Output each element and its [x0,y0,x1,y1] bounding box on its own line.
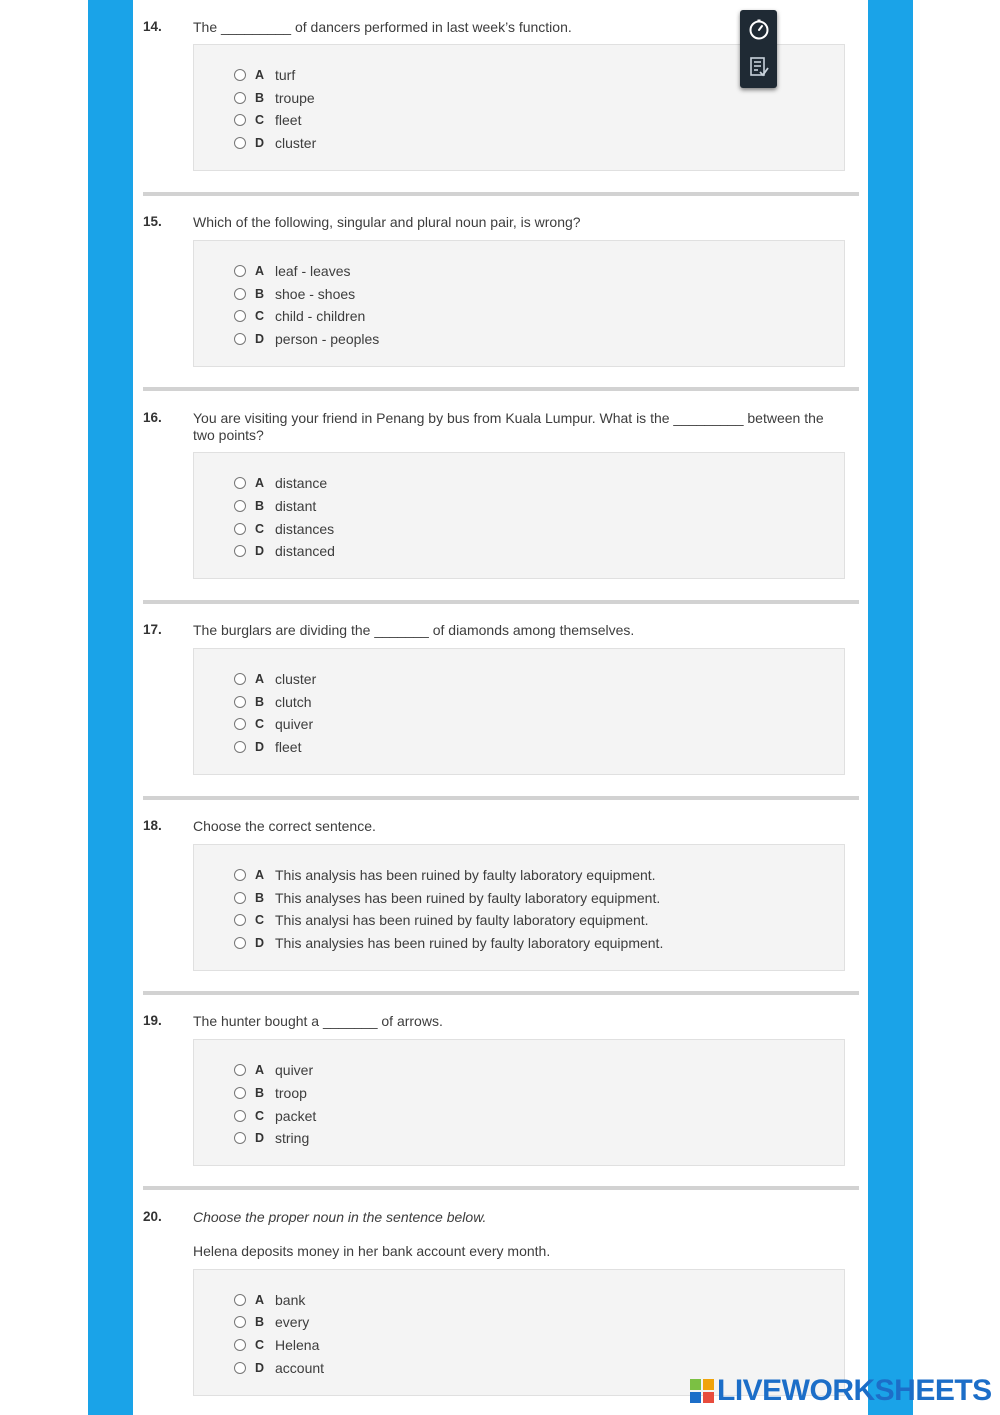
radio-button[interactable] [234,718,246,730]
option-b[interactable]: B troupe [234,89,315,107]
answer-box [193,240,845,367]
radio-button[interactable] [234,92,246,104]
option-c[interactable]: C Helena [234,1336,319,1354]
radio-button[interactable] [234,265,246,277]
option-b[interactable]: B distant [234,497,316,515]
question-text: You are visiting your friend in Penang by bus from Kuala Lumpur. What is the _________ between the two points? [193,410,824,443]
option-a[interactable]: A This analysis has been ruined by faulty laboratory equipment. [234,866,656,884]
radio-button[interactable] [234,477,246,489]
divider [143,991,859,995]
option-c[interactable]: C fleet [234,111,301,129]
option-c[interactable]: C distances [234,520,334,538]
question-number: 16. [143,410,162,425]
radio-button[interactable] [234,1110,246,1122]
option-a[interactable]: A cluster [234,670,316,688]
option-b[interactable]: B clutch [234,693,312,711]
checklist-icon [748,56,770,78]
option-d[interactable]: D account [234,1359,324,1377]
radio-button[interactable] [234,1362,246,1374]
radio-button[interactable] [234,114,246,126]
question-number: 17. [143,622,162,637]
option-d[interactable]: D string [234,1129,309,1147]
divider [143,600,859,604]
radio-button[interactable] [234,937,246,949]
divider [143,1186,859,1190]
timer-button[interactable] [746,16,771,41]
radio-button[interactable] [234,1087,246,1099]
option-a[interactable]: A turf [234,66,295,84]
question-number: 14. [143,19,162,34]
answer-box [193,844,845,971]
option-d[interactable]: D person - peoples [234,330,379,348]
radio-button[interactable] [234,1132,246,1144]
radio-button[interactable] [234,69,246,81]
option-d[interactable]: D distanced [234,542,335,560]
question-text: The hunter bought a _______ of arrows. [193,1013,443,1029]
radio-button[interactable] [234,545,246,557]
question-number: 18. [143,818,162,833]
divider [143,387,859,391]
radio-button[interactable] [234,333,246,345]
option-d[interactable]: D This analysies has been ruined by faulty laboratory equipment. [234,934,663,952]
radio-button[interactable] [234,892,246,904]
option-b[interactable]: B every [234,1313,309,1331]
right-blue-border [868,0,913,1415]
answer-box [193,648,845,775]
question-text: The burglars are dividing the _______ of diamonds among themselves. [193,622,635,638]
option-d[interactable]: D fleet [234,738,301,756]
left-blue-border [88,0,133,1415]
question-text: Choose the correct sentence. [193,818,376,834]
answer-box [193,452,845,579]
option-c[interactable]: C quiver [234,715,313,733]
radio-button[interactable] [234,914,246,926]
radio-button[interactable] [234,869,246,881]
question-number: 15. [143,214,162,229]
radio-button[interactable] [234,696,246,708]
option-d[interactable]: D cluster [234,134,316,152]
radio-button[interactable] [234,673,246,685]
option-a[interactable]: A quiver [234,1061,313,1079]
timer-icon [748,18,770,40]
radio-button[interactable] [234,310,246,322]
question-sentence: Helena deposits money in her bank account every month. [193,1243,551,1259]
radio-button[interactable] [234,500,246,512]
logo-text: LIVEWORKSHEETS [717,1374,992,1407]
question-text: Which of the following, singular and plural noun pair, is wrong? [193,214,581,230]
divider [143,192,859,196]
option-a[interactable]: A distance [234,474,327,492]
radio-button[interactable] [234,741,246,753]
radio-button[interactable] [234,288,246,300]
worksheet-page [133,0,868,1415]
question-number: 20. [143,1209,162,1224]
question-number: 19. [143,1013,162,1028]
divider [143,796,859,800]
answer-box [193,1039,845,1166]
question-text: Choose the proper noun in the sentence below. [193,1209,487,1225]
radio-button[interactable] [234,523,246,535]
radio-button[interactable] [234,1316,246,1328]
option-c[interactable]: C child - children [234,307,365,325]
question-text: The _________ of dancers performed in last week’s function. [193,19,572,35]
option-b[interactable]: B This analyses has been ruined by faulty laboratory equipment. [234,889,660,907]
option-c[interactable]: C This analysi has been ruined by faulty laboratory equipment. [234,911,649,929]
option-b[interactable]: B shoe - shoes [234,285,355,303]
option-a[interactable]: A leaf - leaves [234,262,350,280]
logo-grid-icon [690,1379,714,1403]
option-a[interactable]: A bank [234,1291,305,1309]
option-c[interactable]: C packet [234,1107,316,1125]
radio-button[interactable] [234,1339,246,1351]
radio-button[interactable] [234,137,246,149]
checklist-button[interactable] [746,54,771,79]
liveworksheets-logo [690,1375,992,1407]
floating-toolbar [740,10,777,88]
radio-button[interactable] [234,1294,246,1306]
radio-button[interactable] [234,1064,246,1076]
option-b[interactable]: B troop [234,1084,307,1102]
